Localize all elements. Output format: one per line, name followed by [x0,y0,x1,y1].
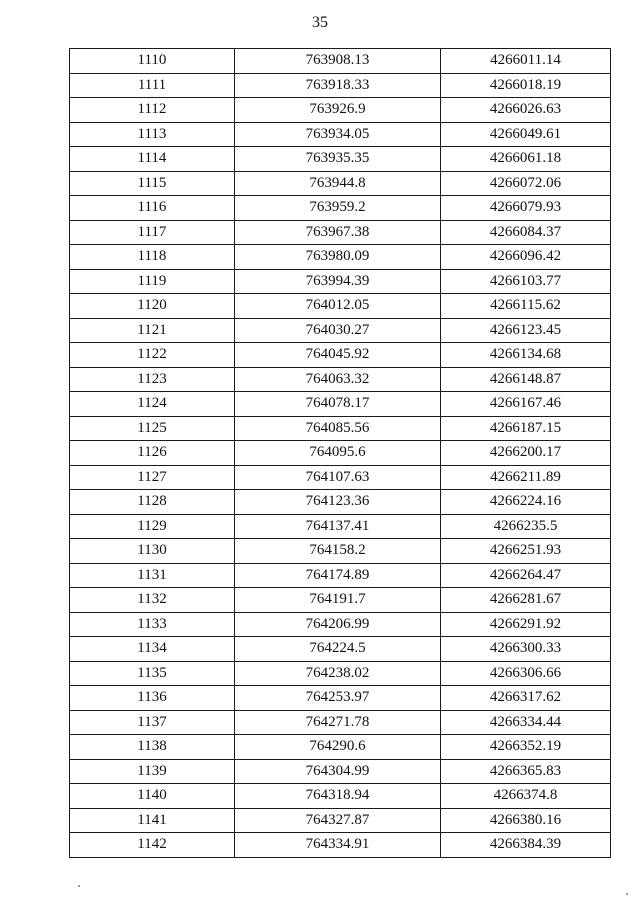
point-number-cell: 1114 [70,147,235,172]
point-number-cell: 1111 [70,73,235,98]
y-coordinate-cell: 4266049.61 [441,122,611,147]
x-coordinate-cell: 764334.91 [235,833,441,858]
point-number-cell: 1131 [70,563,235,588]
table-row [70,318,611,343]
y-coordinate-cell: 4266300.33 [441,637,611,662]
y-coordinate-cell: 4266079.93 [441,196,611,221]
y-coordinate-cell: 4266352.19 [441,735,611,760]
table-row [70,784,611,809]
x-coordinate-cell: 764290.6 [235,735,441,760]
page-number: 35 [312,14,328,31]
y-coordinate-cell: 4266365.83 [441,759,611,784]
table-row [70,294,611,319]
y-coordinate-cell: 4266211.89 [441,465,611,490]
table-row [70,196,611,221]
point-number-cell: 1129 [70,514,235,539]
table-row [70,539,611,564]
table-row [70,49,611,74]
coordinates-table-body [70,49,611,858]
x-coordinate-cell: 764253.97 [235,686,441,711]
y-coordinate-cell: 4266148.87 [441,367,611,392]
y-coordinate-cell: 4266306.66 [441,661,611,686]
table-row [70,416,611,441]
scan-speck [78,885,80,887]
table-row [70,147,611,172]
table-row [70,563,611,588]
point-number-cell: 1140 [70,784,235,809]
table-row [70,637,611,662]
point-number-cell: 1118 [70,245,235,270]
y-coordinate-cell: 4266072.06 [441,171,611,196]
table-row [70,833,611,858]
table-row [70,367,611,392]
y-coordinate-cell: 4266096.42 [441,245,611,270]
table-row [70,514,611,539]
table-row [70,269,611,294]
table-row [70,588,611,613]
table-row [70,465,611,490]
x-coordinate-cell: 763926.9 [235,98,441,123]
point-number-cell: 1119 [70,269,235,294]
x-coordinate-cell: 763967.38 [235,220,441,245]
x-coordinate-cell: 764271.78 [235,710,441,735]
y-coordinate-cell: 4266026.63 [441,98,611,123]
point-number-cell: 1141 [70,808,235,833]
table-row [70,98,611,123]
point-number-cell: 1120 [70,294,235,319]
table-row [70,220,611,245]
point-number-cell: 1134 [70,637,235,662]
point-number-cell: 1115 [70,171,235,196]
x-coordinate-cell: 764012.05 [235,294,441,319]
table-row [70,612,611,637]
y-coordinate-cell: 4266134.68 [441,343,611,368]
x-coordinate-cell: 763934.05 [235,122,441,147]
y-coordinate-cell: 4266281.67 [441,588,611,613]
y-coordinate-cell: 4266380.16 [441,808,611,833]
y-coordinate-cell: 4266011.14 [441,49,611,74]
y-coordinate-cell: 4266374.8 [441,784,611,809]
x-coordinate-cell: 764224.5 [235,637,441,662]
x-coordinate-cell: 763994.39 [235,269,441,294]
y-coordinate-cell: 4266224.16 [441,490,611,515]
y-coordinate-cell: 4266123.45 [441,318,611,343]
x-coordinate-cell: 764318.94 [235,784,441,809]
x-coordinate-cell: 764137.41 [235,514,441,539]
coordinates-table [69,48,611,858]
y-coordinate-cell: 4266018.19 [441,73,611,98]
point-number-cell: 1126 [70,441,235,466]
y-coordinate-cell: 4266200.17 [441,441,611,466]
x-coordinate-cell: 764095.6 [235,441,441,466]
point-number-cell: 1128 [70,490,235,515]
table-row [70,122,611,147]
point-number-cell: 1123 [70,367,235,392]
x-coordinate-cell: 764078.17 [235,392,441,417]
table-row [70,73,611,98]
x-coordinate-cell: 764191.7 [235,588,441,613]
y-coordinate-cell: 4266115.62 [441,294,611,319]
table-row [70,686,611,711]
table-row [70,171,611,196]
y-coordinate-cell: 4266187.15 [441,416,611,441]
scan-speck [626,893,628,895]
table-row [70,441,611,466]
point-number-cell: 1127 [70,465,235,490]
x-coordinate-cell: 764123.36 [235,490,441,515]
y-coordinate-cell: 4266167.46 [441,392,611,417]
table-row [70,490,611,515]
point-number-cell: 1116 [70,196,235,221]
x-coordinate-cell: 764085.56 [235,416,441,441]
x-coordinate-cell: 764158.2 [235,539,441,564]
point-number-cell: 1137 [70,710,235,735]
table-row [70,710,611,735]
x-coordinate-cell: 763944.8 [235,171,441,196]
table-row [70,245,611,270]
x-coordinate-cell: 764030.27 [235,318,441,343]
table-row [70,759,611,784]
y-coordinate-cell: 4266317.62 [441,686,611,711]
x-coordinate-cell: 763959.2 [235,196,441,221]
x-coordinate-cell: 764107.63 [235,465,441,490]
y-coordinate-cell: 4266103.77 [441,269,611,294]
point-number-cell: 1117 [70,220,235,245]
table-row [70,808,611,833]
y-coordinate-cell: 4266061.18 [441,147,611,172]
x-coordinate-cell: 763908.13 [235,49,441,74]
table-row [70,343,611,368]
table-row [70,661,611,686]
point-number-cell: 1136 [70,686,235,711]
y-coordinate-cell: 4266334.44 [441,710,611,735]
x-coordinate-cell: 763935.35 [235,147,441,172]
point-number-cell: 1132 [70,588,235,613]
y-coordinate-cell: 4266251.93 [441,539,611,564]
x-coordinate-cell: 764304.99 [235,759,441,784]
y-coordinate-cell: 4266384.39 [441,833,611,858]
point-number-cell: 1135 [70,661,235,686]
point-number-cell: 1122 [70,343,235,368]
point-number-cell: 1125 [70,416,235,441]
point-number-cell: 1130 [70,539,235,564]
y-coordinate-cell: 4266291.92 [441,612,611,637]
x-coordinate-cell: 764174.89 [235,563,441,588]
point-number-cell: 1124 [70,392,235,417]
x-coordinate-cell: 764063.32 [235,367,441,392]
x-coordinate-cell: 764045.92 [235,343,441,368]
x-coordinate-cell: 764238.02 [235,661,441,686]
x-coordinate-cell: 764206.99 [235,612,441,637]
point-number-cell: 1139 [70,759,235,784]
table-row [70,735,611,760]
x-coordinate-cell: 763918.33 [235,73,441,98]
point-number-cell: 1138 [70,735,235,760]
point-number-cell: 1133 [70,612,235,637]
y-coordinate-cell: 4266235.5 [441,514,611,539]
y-coordinate-cell: 4266084.37 [441,220,611,245]
y-coordinate-cell: 4266264.47 [441,563,611,588]
point-number-cell: 1121 [70,318,235,343]
point-number-cell: 1112 [70,98,235,123]
point-number-cell: 1110 [70,49,235,74]
table-row [70,392,611,417]
point-number-cell: 1142 [70,833,235,858]
x-coordinate-cell: 763980.09 [235,245,441,270]
x-coordinate-cell: 764327.87 [235,808,441,833]
point-number-cell: 1113 [70,122,235,147]
